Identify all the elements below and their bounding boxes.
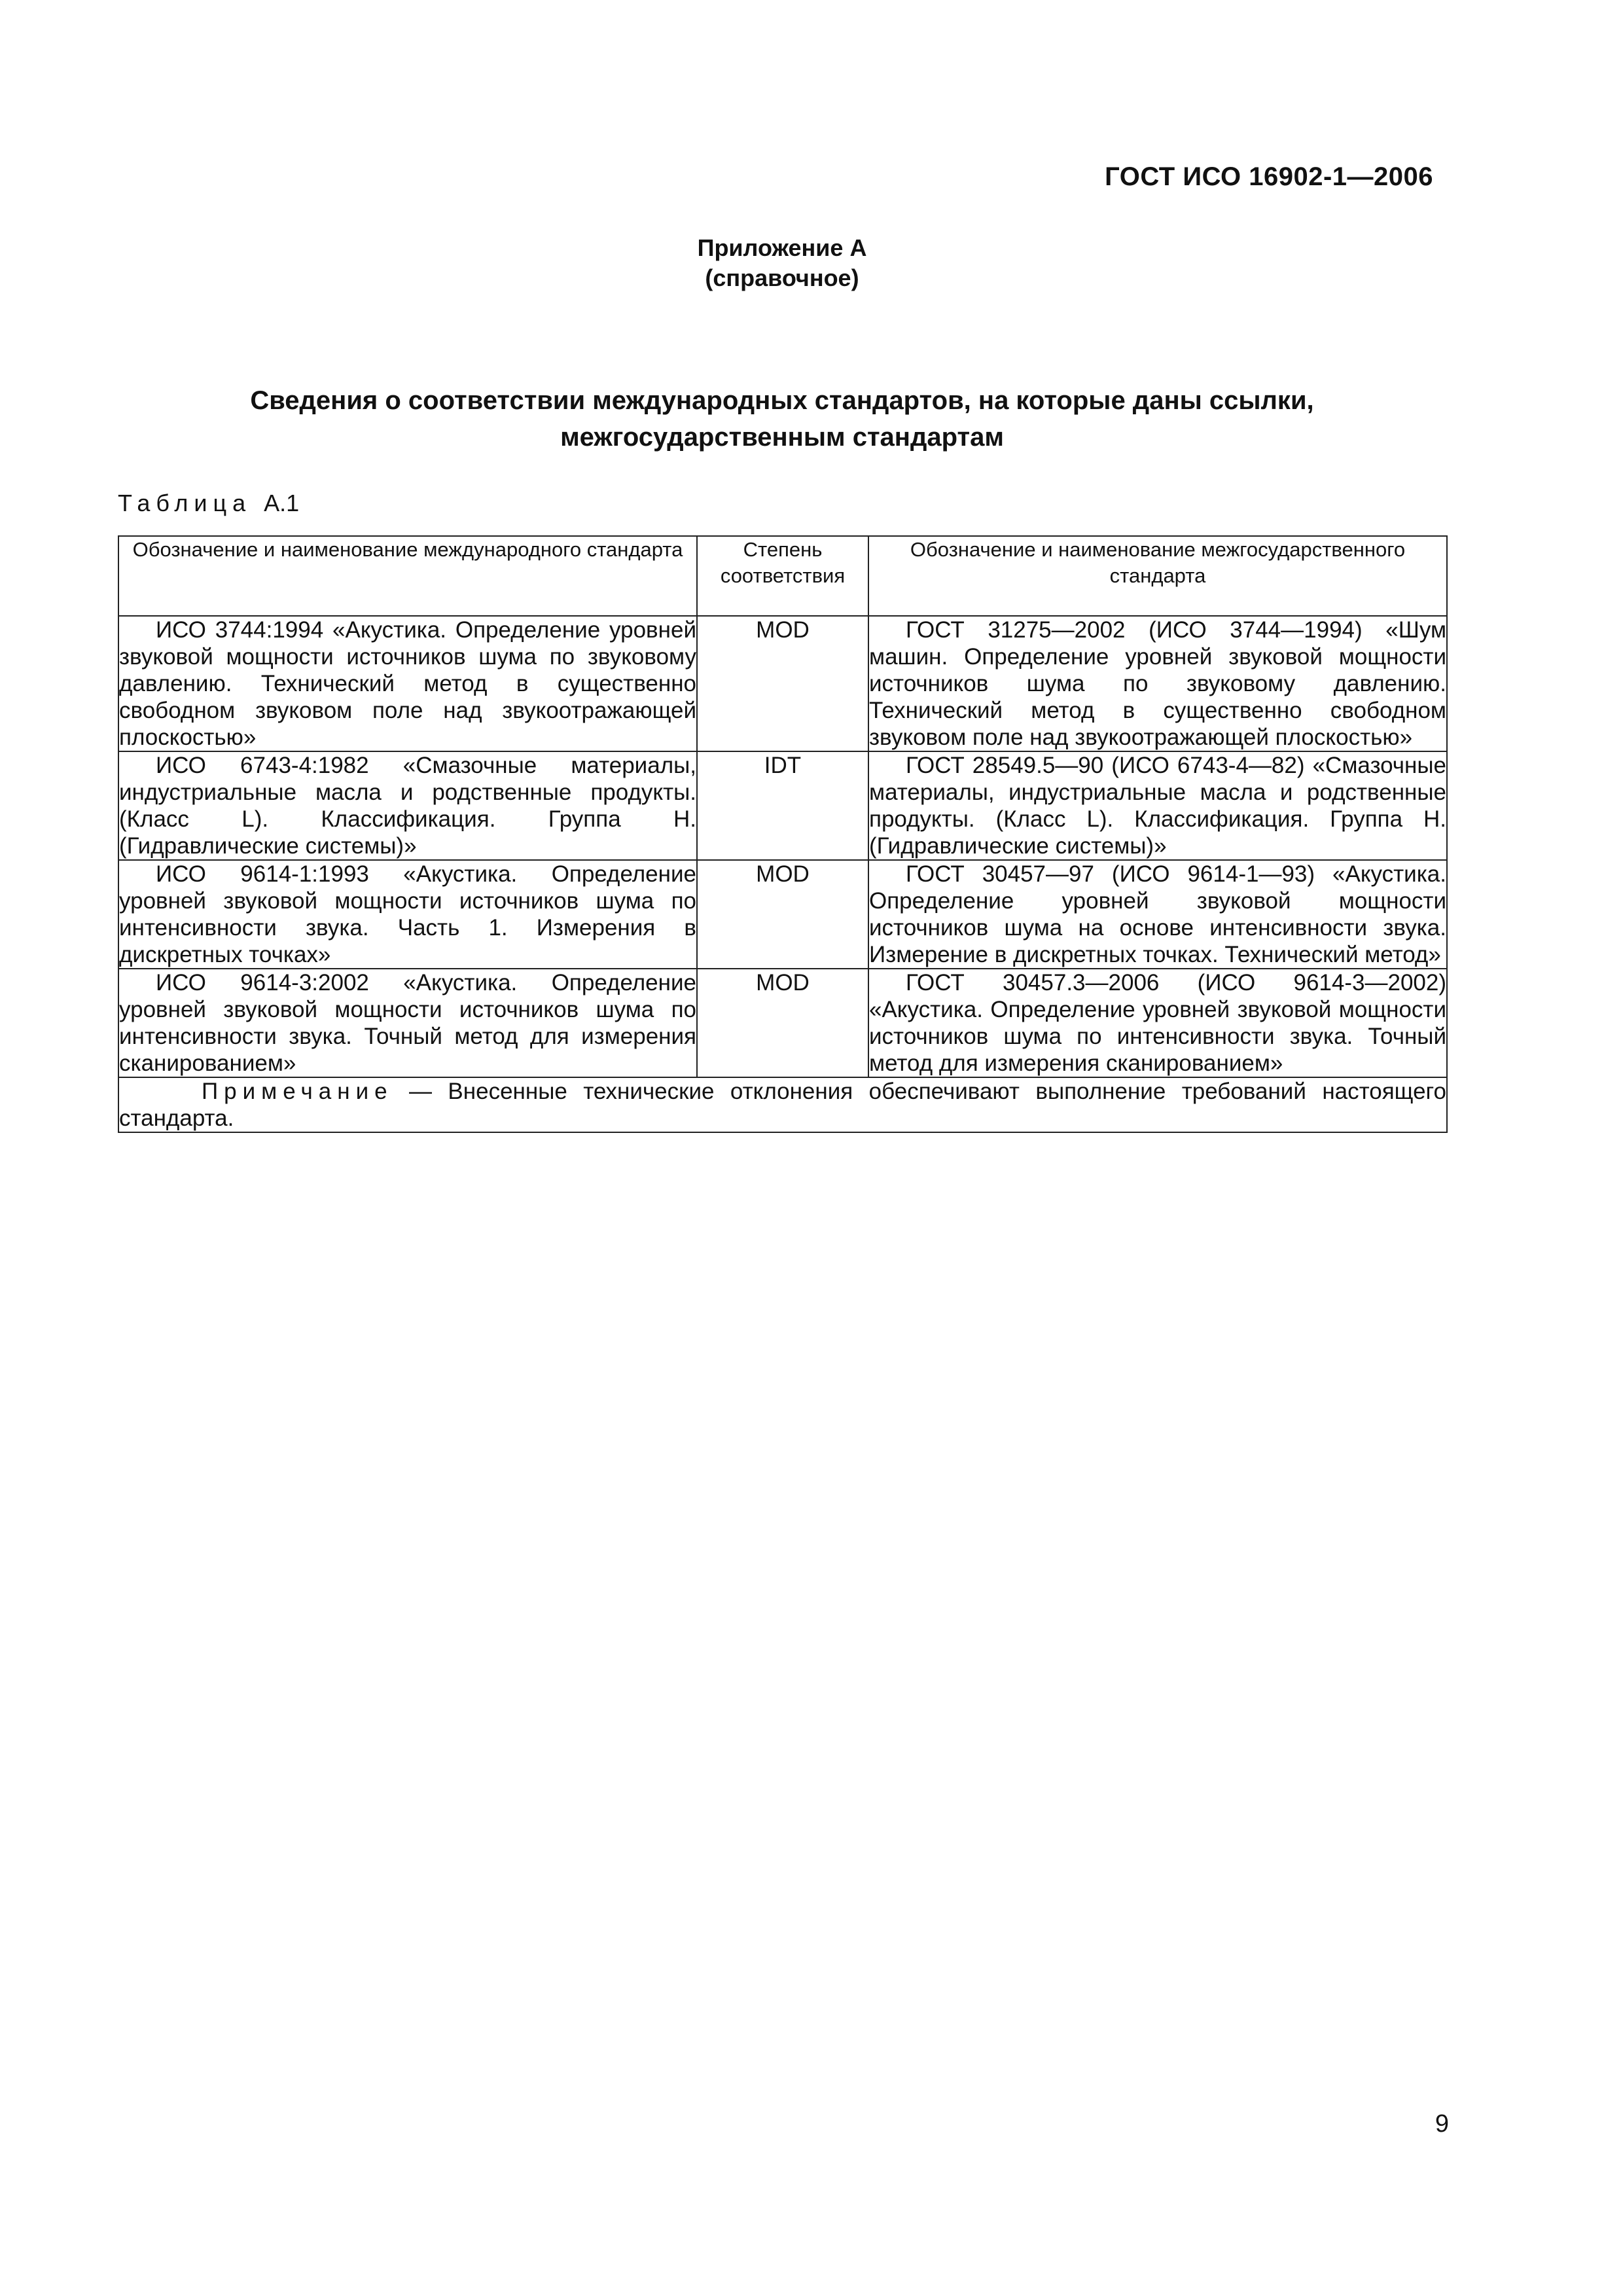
table-note bbox=[118, 1077, 1447, 1132]
table-row bbox=[118, 969, 1447, 1077]
document-code: ГОСТ ИСО 16902-1—2006 bbox=[1105, 162, 1433, 191]
degree-cell: IDT bbox=[697, 751, 868, 860]
degree-cell: MOD bbox=[697, 860, 868, 969]
international-standard-cell bbox=[118, 751, 697, 860]
appendix-title: Приложение А bbox=[697, 234, 867, 261]
interstate-standard-text: ГОСТ 30457.3—2006 (ИСО 9614-3—2002) «Акустика. Определение уровней звуковой мощности источников шума по интенсивности звука. Точный метод для измерения сканированием» bbox=[869, 970, 1446, 1076]
table-row bbox=[118, 751, 1447, 860]
table-caption bbox=[118, 490, 299, 517]
interstate-standard-text: ГОСТ 31275—2002 (ИСО 3744—1994) «Шум машин. Определение уровней звуковой мощности источников шума по звуковому давлению. Технический метод в существенно свободном звуковом поле над звукоотражающей плоскостью» bbox=[869, 617, 1446, 750]
appendix-type: (справочное) bbox=[705, 264, 859, 291]
international-standard-text: ИСО 9614-1:1993 «Акустика. Определение уровней звуковой мощности источников шума по интенсивности звука. Часть 1. Измерения в дискретных точках» bbox=[119, 861, 696, 967]
table-row bbox=[118, 860, 1447, 969]
page-number: 9 bbox=[1435, 2110, 1449, 2138]
international-standard-cell bbox=[118, 969, 697, 1077]
correspondence-table bbox=[118, 535, 1448, 1133]
table-row bbox=[118, 616, 1447, 751]
table-caption-word: Таблица bbox=[118, 490, 252, 516]
table-header-row bbox=[118, 536, 1447, 616]
note-label: Примечание bbox=[202, 1079, 393, 1104]
section-title bbox=[118, 382, 1446, 456]
degree-cell: MOD bbox=[697, 969, 868, 1077]
header-interstate-standard: Обозначение и наименование межгосударственного стандарта bbox=[868, 536, 1447, 616]
interstate-standard-text: ГОСТ 28549.5—90 (ИСО 6743-4—82) «Смазочные материалы, индустриальные масла и родственные продукты. (Класс L). Классификация. Группа Н. (Гидравлические системы)» bbox=[869, 753, 1446, 859]
table-note-text bbox=[119, 1078, 1446, 1132]
table-caption-number: А.1 bbox=[264, 490, 300, 516]
section-title-line-1: Сведения о соответствии международных стандартов, на которые даны ссылки, bbox=[250, 386, 1314, 415]
interstate-standard-cell bbox=[868, 616, 1447, 751]
international-standard-text: ИСО 6743-4:1982 «Смазочные материалы, индустриальные масла и родственные продукты. (Класс L). Классификация. Группа Н. (Гидравлические системы)» bbox=[119, 753, 696, 859]
interstate-standard-cell bbox=[868, 751, 1447, 860]
international-standard-cell bbox=[118, 860, 697, 969]
international-standard-text: ИСО 3744:1994 «Акустика. Определение уровней звуковой мощности источников шума по звуковому давлению. Технический метод в существенно свободном звуковом поле над звукоотражающей плоскостью» bbox=[119, 617, 696, 750]
interstate-standard-cell bbox=[868, 969, 1447, 1077]
degree-cell: MOD bbox=[697, 616, 868, 751]
header-international-standard: Обозначение и наименование международного стандарта bbox=[118, 536, 697, 616]
interstate-standard-text: ГОСТ 30457—97 (ИСО 9614-1—93) «Акустика. Определение уровней звуковой мощности источников шума на основе интенсивности звука. Измерение в дискретных точках. Технический метод» bbox=[869, 861, 1446, 967]
international-standard-cell bbox=[118, 616, 697, 751]
interstate-standard-cell bbox=[868, 860, 1447, 969]
table-note-row bbox=[118, 1077, 1447, 1132]
appendix-heading bbox=[0, 233, 1564, 293]
header-degree-of-correspondence: Степень соответствия bbox=[697, 536, 868, 616]
section-title-line-2: межгосударственным стандартам bbox=[560, 423, 1004, 452]
international-standard-text: ИСО 9614-3:2002 «Акустика. Определение уровней звуковой мощности источников шума по интенсивности звука. Точный метод для измерения сканированием» bbox=[119, 970, 696, 1076]
note-body: — Внесенные технические отклонения обеспечивают выполнение требований настоящего стандарта. bbox=[119, 1079, 1446, 1131]
